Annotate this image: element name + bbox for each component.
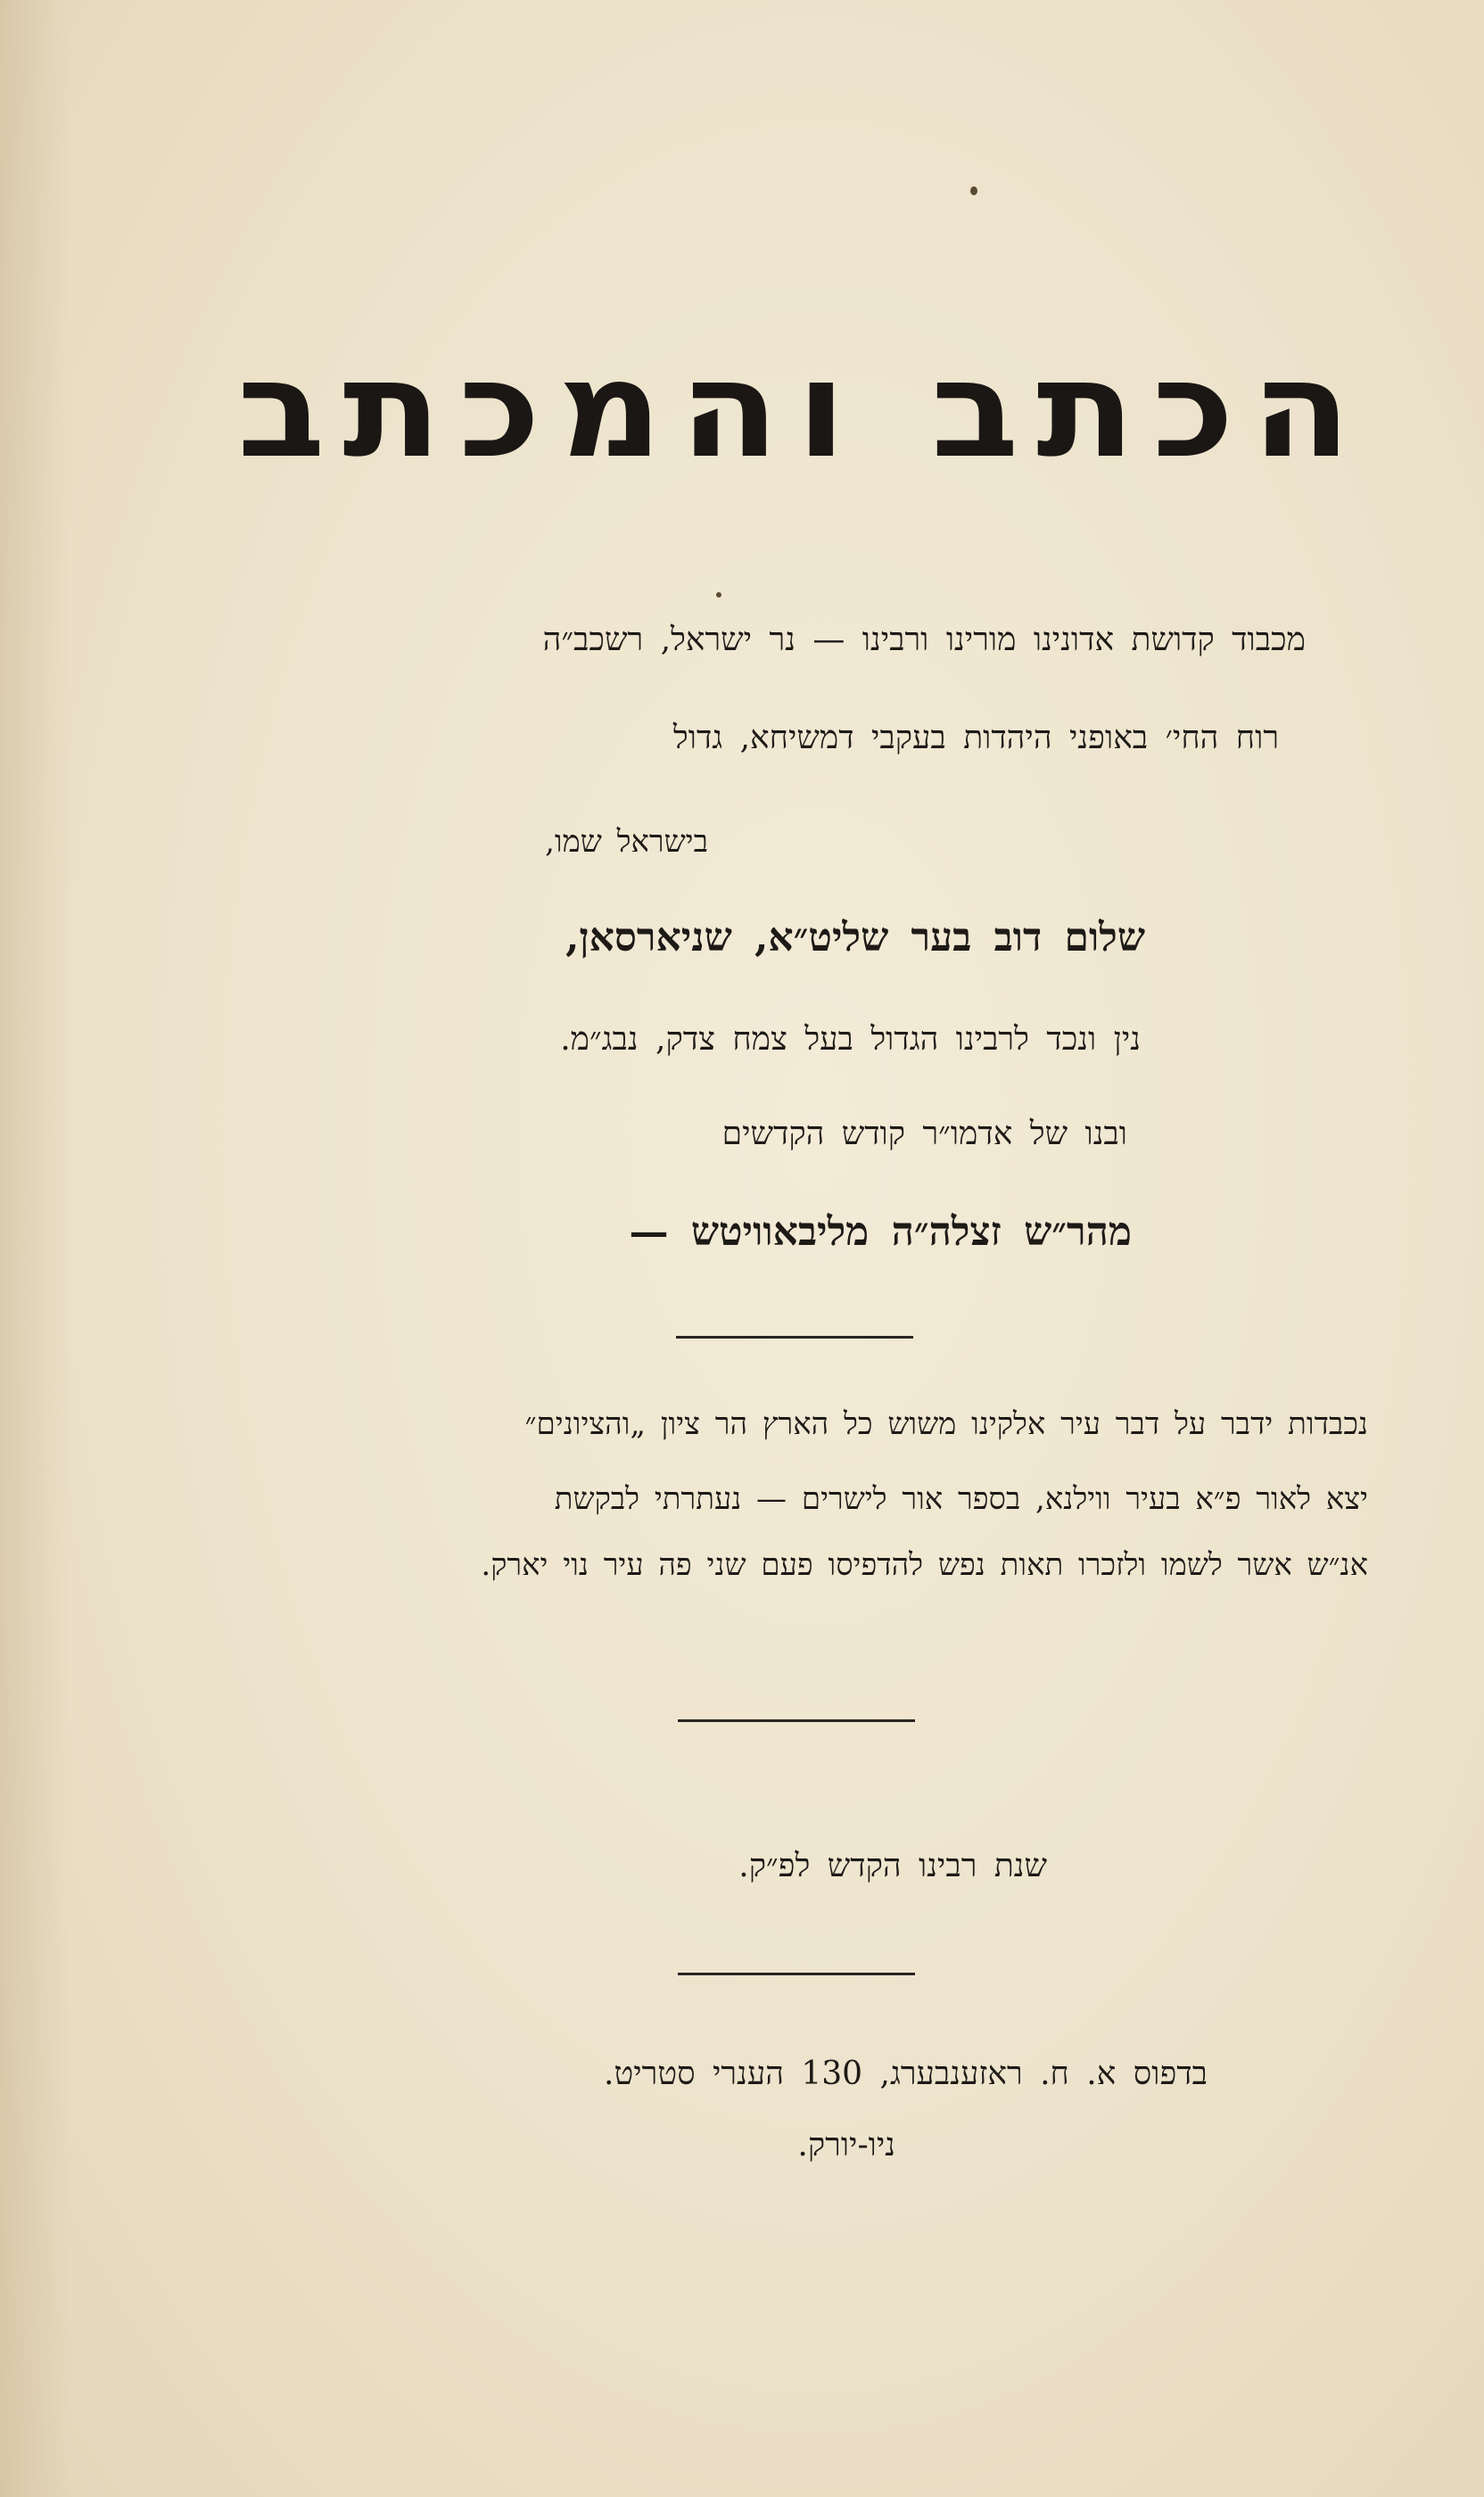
dedication-line-5: נין ונכד לרבינו הגדול בעל צמח צדק, נבג״מ. [560, 1021, 1141, 1058]
dedication-line-7: מהר״ש זצלה״ה מליבאוויטש — [629, 1209, 1132, 1255]
notice-line-3: אנ״ש אשר לשמו ולזכרו תאות נפש להדפיסו פעם שני פה עיר נוי יארק. [481, 1547, 1368, 1583]
binding-shadow [0, 0, 71, 2497]
notice-line-2: יצא לאור פ״א בעיר ווילנא, בספר אור לישרים — נעתרתי לבקשת [554, 1481, 1368, 1517]
dedication-line-3: בישראל שמו, [545, 824, 708, 860]
printer-line-1: בדפוס א. ח. ראזענבערג, 130 הענרי סטריט. [604, 2056, 1208, 2092]
dedication-line-6: ובנו של אדמו״ר קודש הקדשים [721, 1116, 1127, 1152]
book-title: הכתב והמכתב [236, 333, 1368, 488]
printer-city: ניו-יורק. [797, 2127, 895, 2163]
divider-rule-3 [678, 1973, 915, 1975]
ink-speck [716, 592, 721, 597]
rebbe-name: שלום דוב בער שליט״א, שניארסאן, [565, 915, 1145, 960]
ink-speck [970, 186, 977, 195]
notice-line-1: נכבדות ידבר על דבר עיר אלקינו משוש כל הארץ הר ציון „והציונים״ [524, 1406, 1368, 1442]
year-line: שנת רבינו הקדש לפ״ק. [738, 1848, 1047, 1884]
divider-rule-1 [676, 1336, 913, 1339]
divider-rule-2 [678, 1719, 915, 1722]
dedication-line-1: מכבוד קדושת אדונינו מורינו ורבינו — נר ישראל, רשכב״ה [542, 622, 1306, 658]
dedication-line-2: רוח החי׳ באופני היהדות בעקבי דמשיחא, גדול [672, 720, 1279, 756]
